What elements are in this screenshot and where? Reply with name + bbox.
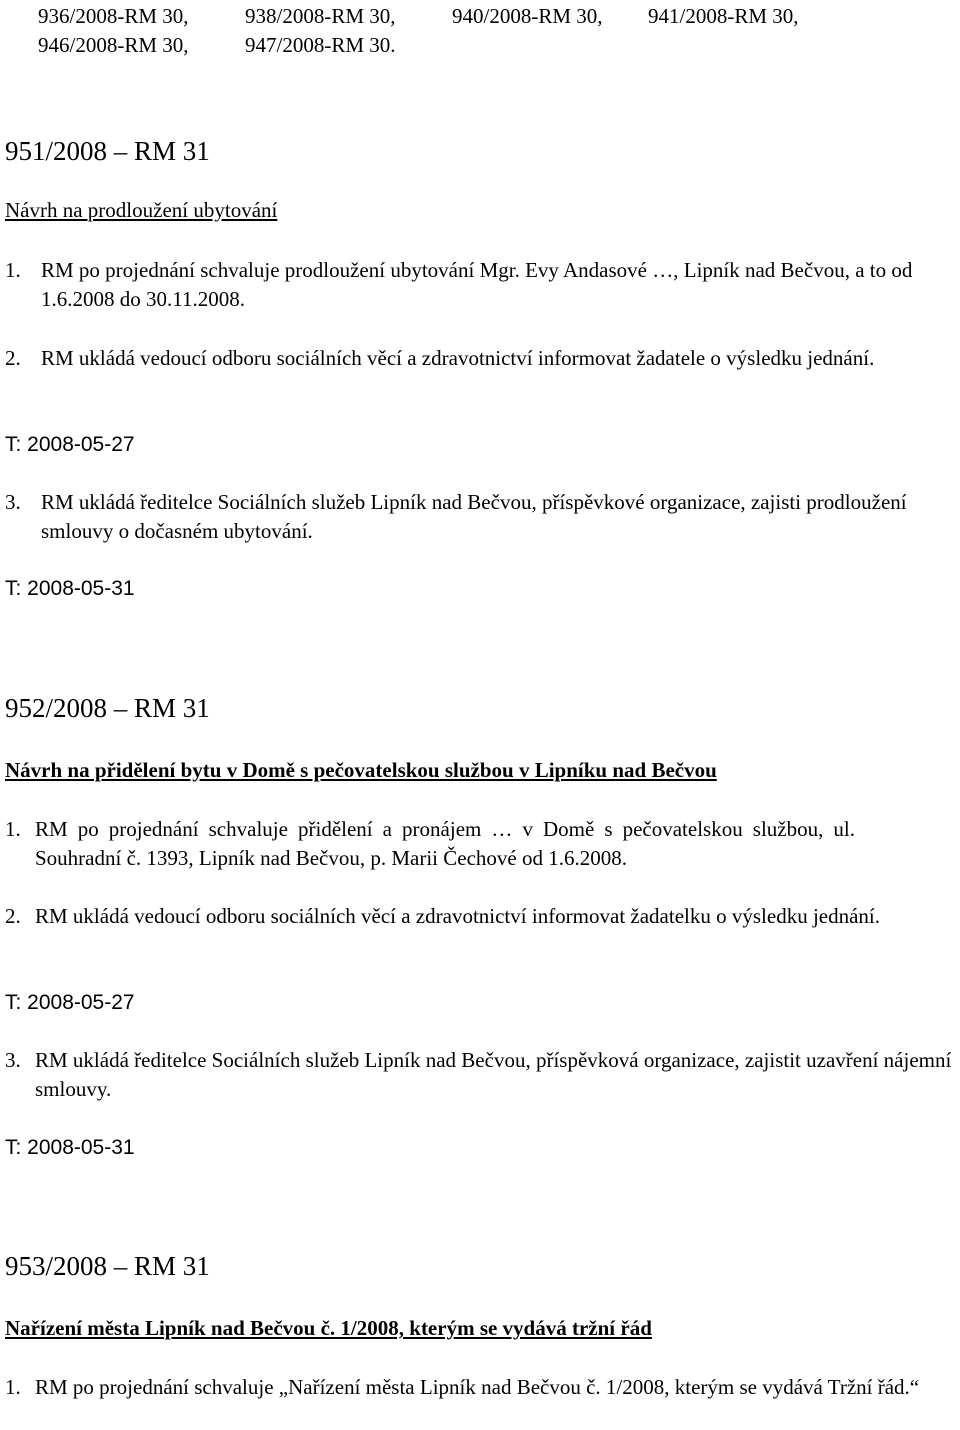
item-number: 2. [5,346,21,370]
resolution-item [5,256,955,314]
resolution-item [5,1046,955,1104]
item-number: 1. [5,1375,21,1399]
ref: 936/2008-RM 30, [38,4,189,28]
deadline: T: 2008-05-31 [5,577,135,600]
item-text: RM po projednání schvaluje prodloužení ubytování Mgr. Evy Andasové …, Lipník nad Bečvou, a to od 1.6.2008 do 30.11.2008. [41,258,913,311]
resolution-item [5,902,955,931]
section-number: 952/2008 – RM 31 [5,693,210,723]
deadline: T: 2008-05-27 [5,433,135,456]
item-number: 1. [5,817,21,841]
deadline: T: 2008-05-31 [5,1136,135,1159]
resolution-item [5,344,955,373]
item-text: RM ukládá vedoucí odboru sociálních věcí a zdravotnictví informovat žadatelku o výsledku jednání. [35,904,881,928]
item-number: 1. [5,258,21,282]
item-text: RM po projednání schvaluje přidělení a pronájem … v Domě s pečovatelskou službou, ul. Souhradní č. 1393, Lipník nad Bečvou, p. Marii Čechové od 1.6.2008. [35,817,855,870]
deadline: T: 2008-05-27 [5,991,135,1014]
ref: 947/2008-RM 30. [245,33,396,57]
section-number: 953/2008 – RM 31 [5,1251,210,1281]
ref: 940/2008-RM 30, [452,4,603,28]
item-number: 3. [5,1048,21,1072]
section-title: Návrh na prodloužení ubytování [5,198,278,222]
ref: 946/2008-RM 30, [38,33,189,57]
resolution-item [5,488,955,546]
item-number: 3. [5,490,21,514]
ref: 938/2008-RM 30, [245,4,396,28]
item-text: RM ukládá ředitelce Sociálních služeb Lipník nad Bečvou, příspěvková organizace, zajistit uzavření nájemní smlouvy. [35,1048,952,1101]
section-title: Návrh na přidělení bytu v Domě s pečovatelskou službou v Lipníku nad Bečvou [5,758,717,782]
resolution-item [5,815,855,873]
item-text: RM ukládá vedoucí odboru sociálních věcí a zdravotnictví informovat žadatele o výsledku jednání. [41,346,875,370]
section-title: Nařízení města Lipník nad Bečvou č. 1/2008, kterým se vydává tržní řád [5,1316,652,1340]
section-number: 951/2008 – RM 31 [5,136,210,166]
item-text: RM po projednání schvaluje „Nařízení města Lipník nad Bečvou č. 1/2008, kterým se vydává Tržní řád.“ [35,1375,920,1399]
item-number: 2. [5,904,21,928]
ref: 941/2008-RM 30, [648,4,799,28]
resolution-item [5,1373,955,1402]
item-text: RM ukládá ředitelce Sociálních služeb Lipník nad Bečvou, příspěvkové organizace, zajisti prodloužení smlouvy o dočasném ubytování. [41,490,907,543]
